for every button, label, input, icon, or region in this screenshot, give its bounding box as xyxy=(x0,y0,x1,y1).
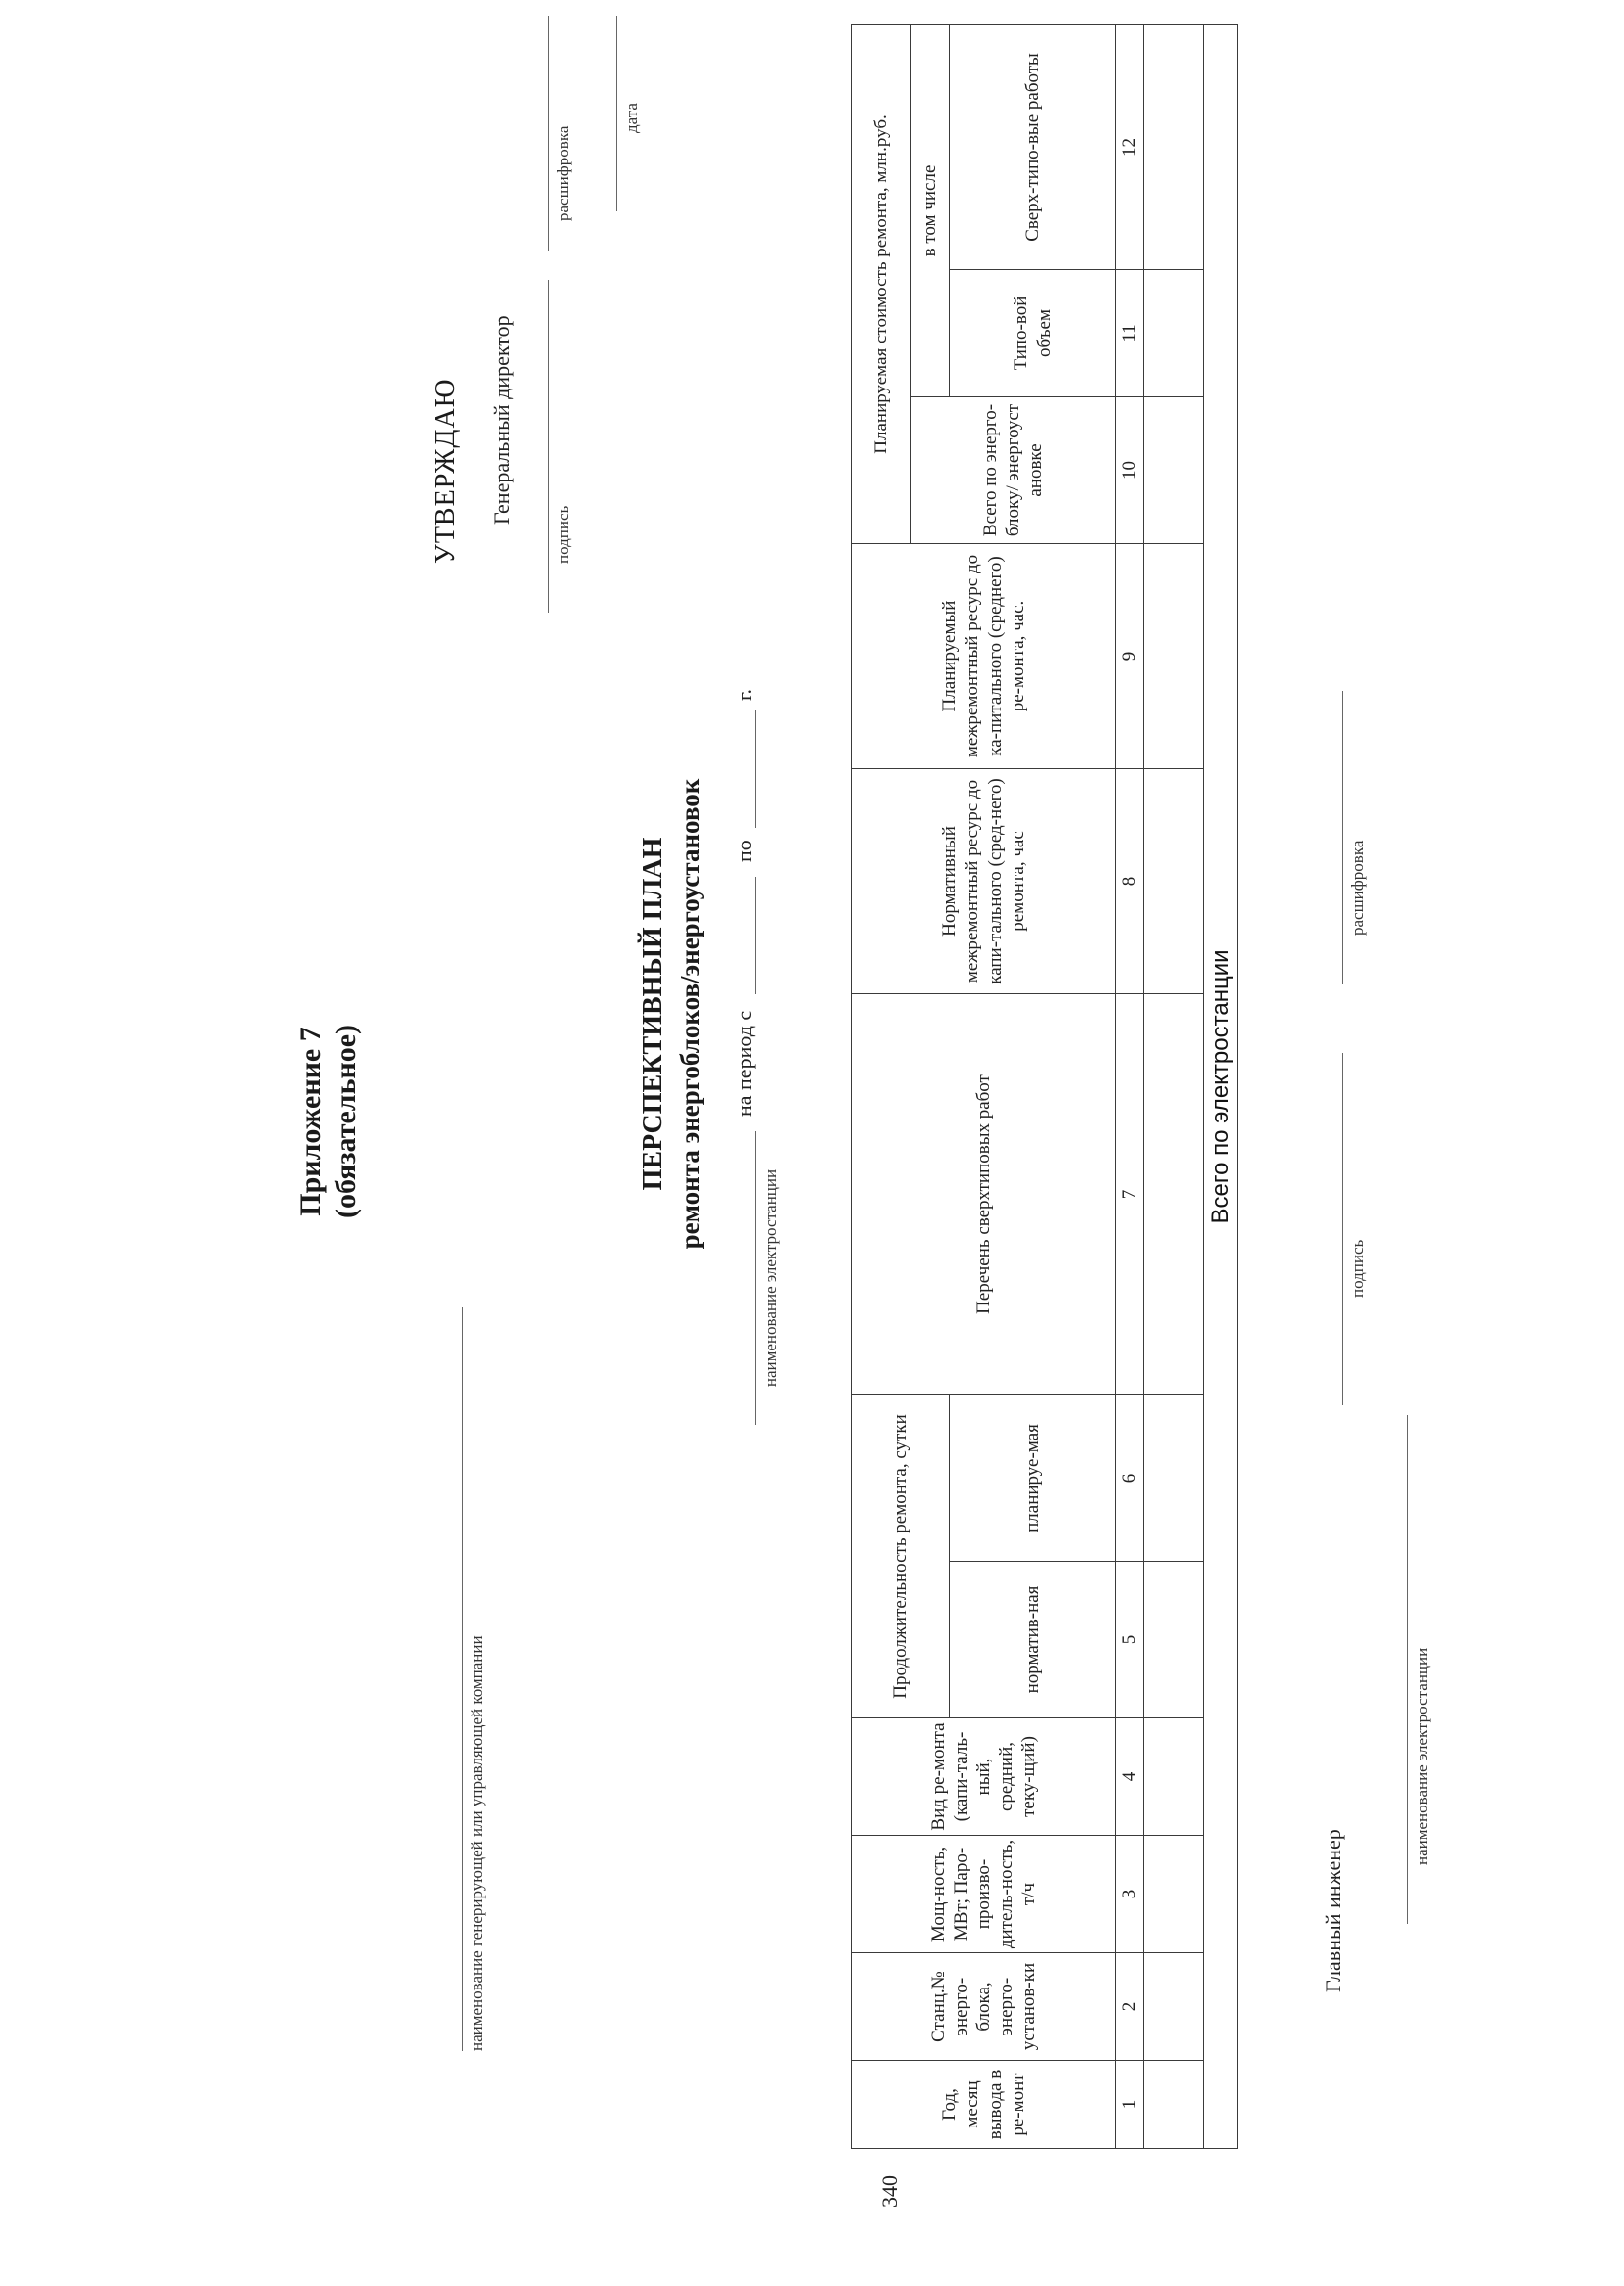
plan-title: ПЕРСПЕКТИВНЫЙ ПЛАН xyxy=(638,837,668,1191)
table-cell xyxy=(1144,994,1204,1395)
table-cell xyxy=(1144,1953,1204,2061)
table-row xyxy=(1144,24,1204,2148)
column-number-11: 11 xyxy=(1116,270,1144,397)
header-cell-8: Нормативный межремонтный ресурс до капи-тального (сред-него) ремонта, час xyxy=(852,769,1116,994)
appendix-subtitle: (обязательное) xyxy=(330,1024,362,1219)
column-number-1: 1 xyxy=(1116,2061,1144,2149)
station-name-line xyxy=(755,1131,756,1425)
header-cell-5: норматив-ная xyxy=(950,1562,1116,1718)
table-cell xyxy=(1144,270,1204,397)
chief-engineer-label: Главный инженер xyxy=(1321,1829,1345,1992)
approval-date-line xyxy=(616,16,617,211)
header-cell-6: планируе-мая xyxy=(950,1395,1116,1562)
period-from-line xyxy=(755,877,756,994)
footer-station-line xyxy=(1407,1415,1408,1924)
approval-signature-caption: подпись xyxy=(554,505,572,564)
column-number-5: 5 xyxy=(1116,1562,1144,1718)
approval-decode-line xyxy=(548,16,549,251)
header-cell-10: Всего по энерго-блоку/ энергоуст ановке xyxy=(911,397,1116,544)
column-number-7: 7 xyxy=(1116,994,1144,1395)
header-cell-11: Типо-вой объем xyxy=(950,270,1116,397)
header-cell-1: Год, месяц вывода в ре-монт xyxy=(852,2061,1116,2149)
header-cell-7: Перечень сверхтиповых работ xyxy=(852,994,1116,1395)
header-cell-2: Станц.№ энерго-блока, энерго-установ-ки xyxy=(852,1953,1116,2061)
plan-table xyxy=(851,24,1238,2149)
appendix-title: Приложение 7 xyxy=(294,1027,327,1216)
column-number-6: 6 xyxy=(1116,1395,1144,1562)
table-cell xyxy=(1144,397,1204,544)
plan-subtitle: ремонта энергоблоков/энергоустановок xyxy=(675,778,704,1250)
approval-title: УТВЕРЖДАЮ xyxy=(430,378,461,564)
table-cell xyxy=(1144,544,1204,769)
table-cell xyxy=(1144,2061,1204,2149)
column-number-3: 3 xyxy=(1116,1836,1144,1953)
column-number-4: 4 xyxy=(1116,1718,1144,1836)
company-name-line xyxy=(462,1307,463,2051)
footer-decode-line xyxy=(1342,691,1343,984)
table-cell xyxy=(1144,1395,1204,1562)
table-cell xyxy=(1144,24,1204,269)
period-from-label: на период с xyxy=(732,1010,756,1117)
column-number-8: 8 xyxy=(1116,769,1144,994)
footer-decode-caption: расшифровка xyxy=(1348,840,1367,936)
header-cell-12: Сверх-типо-вые работы xyxy=(950,24,1116,269)
header-cell-4: Вид ре-монта (капи-таль-ный, средний, теку-щий) xyxy=(852,1718,1116,1836)
approval-position: Генеральный директор xyxy=(489,315,514,525)
approval-signature-line xyxy=(548,280,549,613)
footer-signature-caption: подпись xyxy=(1348,1239,1367,1298)
period-to-label: по xyxy=(732,840,756,862)
station-caption: наименование электростанции xyxy=(761,1168,780,1388)
footer-station-caption: наименование электростанции xyxy=(1413,1647,1431,1865)
total-label: Всего по электростанции xyxy=(1204,24,1238,2148)
period-year-suffix: г. xyxy=(732,688,756,701)
appendix-heading xyxy=(293,975,364,1268)
period-to-line xyxy=(755,710,756,828)
column-number-10: 10 xyxy=(1116,397,1144,544)
table-cell xyxy=(1144,1718,1204,1836)
header-incl-group: в том числе xyxy=(911,24,950,396)
approval-decode-caption: расшифровка xyxy=(554,125,572,221)
header-cost-group: Планируемая стоимость ремонта, млн.руб. xyxy=(852,24,911,543)
column-number-2: 2 xyxy=(1116,1953,1144,2061)
footer-signature-line xyxy=(1342,1053,1343,1405)
total-row xyxy=(1204,24,1238,2148)
table-cell xyxy=(1144,1836,1204,1953)
page-number: 340 xyxy=(878,2175,902,2208)
company-caption: наименование генерирующей или управляющей компании xyxy=(468,1635,486,2051)
approval-date-caption: дата xyxy=(622,103,641,133)
header-cell-3: Мощ-ность, МВт; Паро-произво-дитель-ность, т/ч xyxy=(852,1836,1116,1953)
column-number-12: 12 xyxy=(1116,24,1144,269)
header-cell-9: Планируемый межремонтный ресурс до ка-питального (среднего) ре-монта, час. xyxy=(852,544,1116,769)
column-number-9: 9 xyxy=(1116,544,1144,769)
table-cell xyxy=(1144,1562,1204,1718)
header-duration-group: Продолжительность ремонта, сутки xyxy=(852,1395,950,1718)
table-cell xyxy=(1144,769,1204,994)
